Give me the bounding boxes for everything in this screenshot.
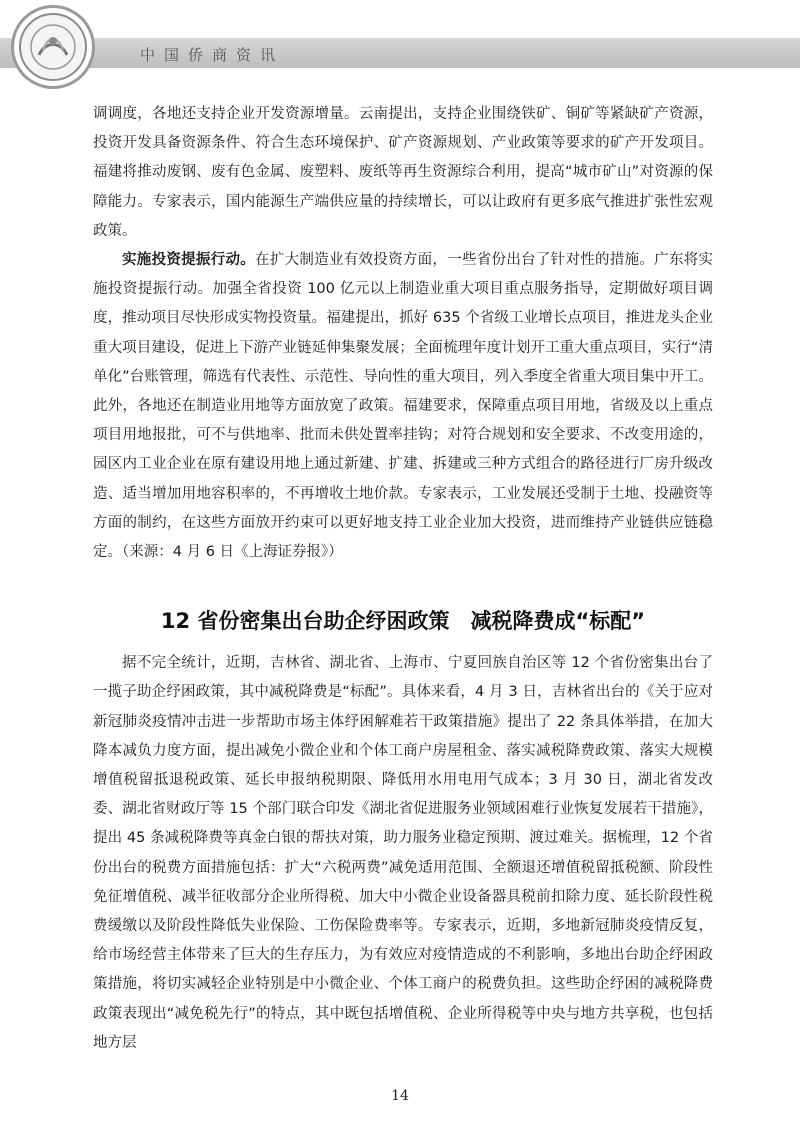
- header-bar: [0, 38, 800, 68]
- logo: [14, 8, 92, 86]
- header-title: 中国侨商资讯: [140, 46, 285, 64]
- article2-paragraph-1: 据不完全统计，近期，吉林省、湖北省、上海市、宁夏回族自治区等 12 个省份密集出台了一揽子助企纾困政策，其中减税降费是“标配”。具体来看，4 月 3 日，吉林省出台的《关于应对新冠肺炎疫情冲击进一步帮助市场主体纾困解难若干政策措施》提出了 22 条具体举措，在加大降本减负力度方面，提出减免小微企业和个体工商户房屋租金、落实减税降费政策、落实大规模增值税留抵退税政策、延长申报纳税期限、降低用水用电用气成本；3 月 30 日，湖北省发改委、湖北省财政厅等 15 个部门联合印发《湖北省促进服务业领域困难行业恢复发展若干措施》，提出 45 条减税降费等真金白银的帮扶对策，助力服务业稳定预期、渡过难关。据梳理，12 个省份出台的税费方面措施包括：扩大“六税两费”减免适用范围、全额退还增值税留抵税额、阶段性免征增值税、减半征收部分企业所得税、加大中小微企业设备器具税前扣除力度、延长阶段性税费缓缴以及阶段性降低失业保险、工伤保险费率等。专家表示，近期，多地新冠肺炎疫情反复，给市场经营主体带来了巨大的生存压力，为有效应对疫情造成的不利影响，多地出台助企纾困政策措施，将切实减轻企业特别是中小微企业、个体工商户的税费负担。这些助企纾困的减税降费政策表现出“减免税先行”的特点，其中既包括增值税、企业所得税等中央与地方共享税，也包括地方层: [93, 655, 713, 1051]
- page-content: [93, 100, 713, 1058]
- logo-emblem-icon: [17, 11, 89, 83]
- article2-title: 12 省份密集出台助企纾困政策 减税降费成“标配”: [160, 609, 646, 634]
- paragraph-lead-heading: 实施投资提振行动。: [122, 252, 256, 269]
- article1-paragraph-2: [93, 246, 713, 567]
- page-number: 14: [391, 1088, 409, 1104]
- article1-paragraph-1: 调调度，各地还支持企业开发资源增量。云南提出，支持企业围绕铁矿、铜矿等紧缺矿产资源，投资开发具备资源条件、符合生态环境保护、矿产资源规划、产业政策等要求的矿产开发项目。福建将推动废钢、废有色金属、废塑料、废纸等再生资源综合利用，提高“城市矿山”对资源的保障能力。专家表示，国内能源生产端供应量的持续增长，可以让政府有更多底气推进扩张性宏观政策。: [93, 106, 713, 239]
- paragraph-body: 在扩大制造业有效投资方面，一些省份出台了针对性的措施。广东将实施投资提振行动。加强全省投资 100 亿元以上制造业重大项目重点服务指导，定期做好项目调度，推动项目尽快形成实物投资量。福建提出，抓好 635 个省级工业增长点项目，推进龙头企业重大项目建设，促进上下游产业链延伸集聚发展；全面梳理年度计划开工重大重点项目，实行“清单化”台账管理，筛选有代表性、示范性、导向性的重大项目，列入季度全省重大项目集中开工。此外，各地还在制造业用地等方面放宽了政策。福建要求，保障重点项目用地，省级及以上重点项目用地报批，可不与供地率、批而未供处置率挂钩；对符合规划和安全要求、不改变用途的，园区内工业企业在原有建设用地上通过新建、扩建、拆建或三种方式组合的路径进行厂房升级改造、适当增加用地容积率的，不再增收土地价款。专家表示，工业发展还受制于土地、投融资等方面的制约，在这些方面放开约束可以更好地支持工业企业加大投资，进而维持产业链供应链稳定。（来源：4 月 6 日《上海证券报》）: [93, 252, 714, 561]
